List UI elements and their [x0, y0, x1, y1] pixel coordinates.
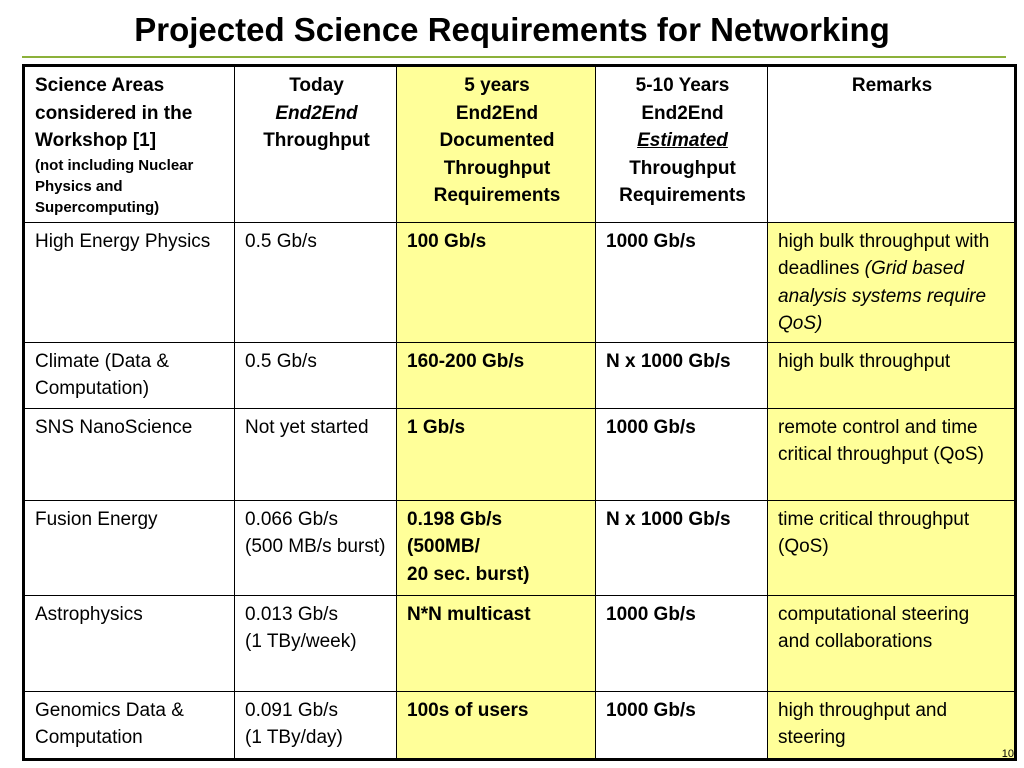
- cell-science-area: Genomics Data & Computation: [24, 691, 235, 759]
- cell-ten-year-requirement: 1000 Gb/s: [596, 408, 768, 500]
- cell-remarks: [768, 342, 1016, 408]
- header-science-areas-note: (not including Nuclear Physics and Supercomputing): [35, 156, 194, 216]
- cell-science-area: Climate (Data & Computation): [24, 342, 235, 408]
- cell-ten-year-requirement: N x 1000 Gb/s: [596, 500, 768, 595]
- header-five-years-line3: Documented Throughput Requirements: [433, 130, 561, 206]
- slide-number: 10: [1001, 748, 1014, 760]
- table-row: [24, 691, 1016, 759]
- cell-line: 1 Gb/s: [407, 416, 466, 438]
- cell-today-throughput: [235, 408, 397, 500]
- remarks-text: computational steering and collaborations: [778, 603, 970, 652]
- cell-remarks: [768, 222, 1016, 342]
- table-header-row: [24, 66, 1016, 223]
- title-divider: [22, 56, 1006, 58]
- cell-remarks: [768, 500, 1016, 595]
- header-today-line3: Throughput: [263, 130, 370, 151]
- remarks-italic-text: (Grid based analysis systems require QoS): [778, 258, 987, 334]
- requirements-table: [22, 64, 1017, 761]
- header-today-line2: End2End: [275, 102, 358, 124]
- remarks-text: high bulk throughput with deadlines: [778, 230, 990, 279]
- header-science-areas-label: Science Areas considered in the Workshop [1]: [35, 75, 193, 151]
- cell-ten-year-requirement: 1000 Gb/s: [596, 595, 768, 691]
- header-today-line1: Today: [289, 75, 344, 96]
- header-ten-years-line1: 5-10 Years: [635, 75, 730, 96]
- remarks-text: time critical throughput (QoS): [778, 508, 970, 557]
- cell-science-area: Astrophysics: [24, 595, 235, 691]
- table-row: [24, 342, 1016, 408]
- cell-five-year-requirement: [397, 595, 596, 691]
- cell-today-throughput: [235, 222, 397, 342]
- header-five-years-line2: End2End: [455, 102, 539, 124]
- cell-today-throughput: [235, 595, 397, 691]
- cell-remarks: [768, 595, 1016, 691]
- table-row: [24, 222, 1016, 342]
- header-five-years: [397, 66, 596, 223]
- cell-science-area: Fusion Energy: [24, 500, 235, 595]
- header-remarks: Remarks: [768, 66, 1016, 223]
- header-today: [235, 66, 397, 223]
- cell-remarks: [768, 691, 1016, 759]
- cell-line: 0.013 Gb/s: [245, 603, 338, 625]
- cell-line: 0.5 Gb/s: [245, 350, 317, 372]
- cell-line: Not yet started: [245, 416, 369, 438]
- cell-line: 0.198 Gb/s: [407, 508, 503, 530]
- cell-line: 0.066 Gb/s: [245, 508, 338, 530]
- cell-line: 160-200 Gb/s: [407, 350, 525, 372]
- table-row: [24, 408, 1016, 500]
- remarks-text: high throughput and steering: [778, 699, 948, 748]
- remarks-text: remote control and time critical throughput (QoS): [778, 416, 984, 465]
- cell-five-year-requirement: [397, 342, 596, 408]
- table-body: [24, 222, 1016, 759]
- cell-line: (1 TBy/week): [245, 631, 357, 652]
- cell-five-year-requirement: [397, 222, 596, 342]
- header-ten-years-line3: Estimated: [637, 130, 728, 151]
- cell-science-area: SNS NanoScience: [24, 408, 235, 500]
- cell-line: 100 Gb/s: [407, 230, 487, 252]
- cell-today-throughput: [235, 342, 397, 408]
- cell-today-throughput: [235, 500, 397, 595]
- header-ten-years-line2: End2End: [641, 102, 724, 124]
- cell-five-year-requirement: [397, 408, 596, 500]
- cell-line: 100s of users: [407, 699, 529, 721]
- table-row: [24, 595, 1016, 691]
- table-row: [24, 500, 1016, 595]
- cell-ten-year-requirement: 1000 Gb/s: [596, 222, 768, 342]
- cell-line: 0.091 Gb/s: [245, 699, 338, 721]
- cell-line: 0.5 Gb/s: [245, 230, 317, 252]
- remarks-text: high bulk throughput: [778, 350, 951, 372]
- cell-science-area: High Energy Physics: [24, 222, 235, 342]
- cell-ten-year-requirement: N x 1000 Gb/s: [596, 342, 768, 408]
- cell-line: (500MB/: [407, 536, 480, 557]
- cell-line: 20 sec. burst): [407, 563, 530, 585]
- cell-remarks: [768, 408, 1016, 500]
- header-science-areas: [24, 66, 235, 223]
- cell-five-year-requirement: [397, 691, 596, 759]
- header-ten-years: [596, 66, 768, 223]
- cell-line: (1 TBy/day): [245, 727, 343, 748]
- cell-ten-year-requirement: 1000 Gb/s: [596, 691, 768, 759]
- cell-today-throughput: [235, 691, 397, 759]
- header-five-years-line1: 5 years: [464, 75, 530, 96]
- slide-title: Projected Science Requirements for Networking: [134, 11, 890, 48]
- header-ten-years-line4: Throughput Requirements: [619, 157, 746, 206]
- cell-line: N*N multicast: [407, 603, 531, 625]
- cell-five-year-requirement: [397, 500, 596, 595]
- cell-line: (500 MB/s burst): [245, 536, 386, 557]
